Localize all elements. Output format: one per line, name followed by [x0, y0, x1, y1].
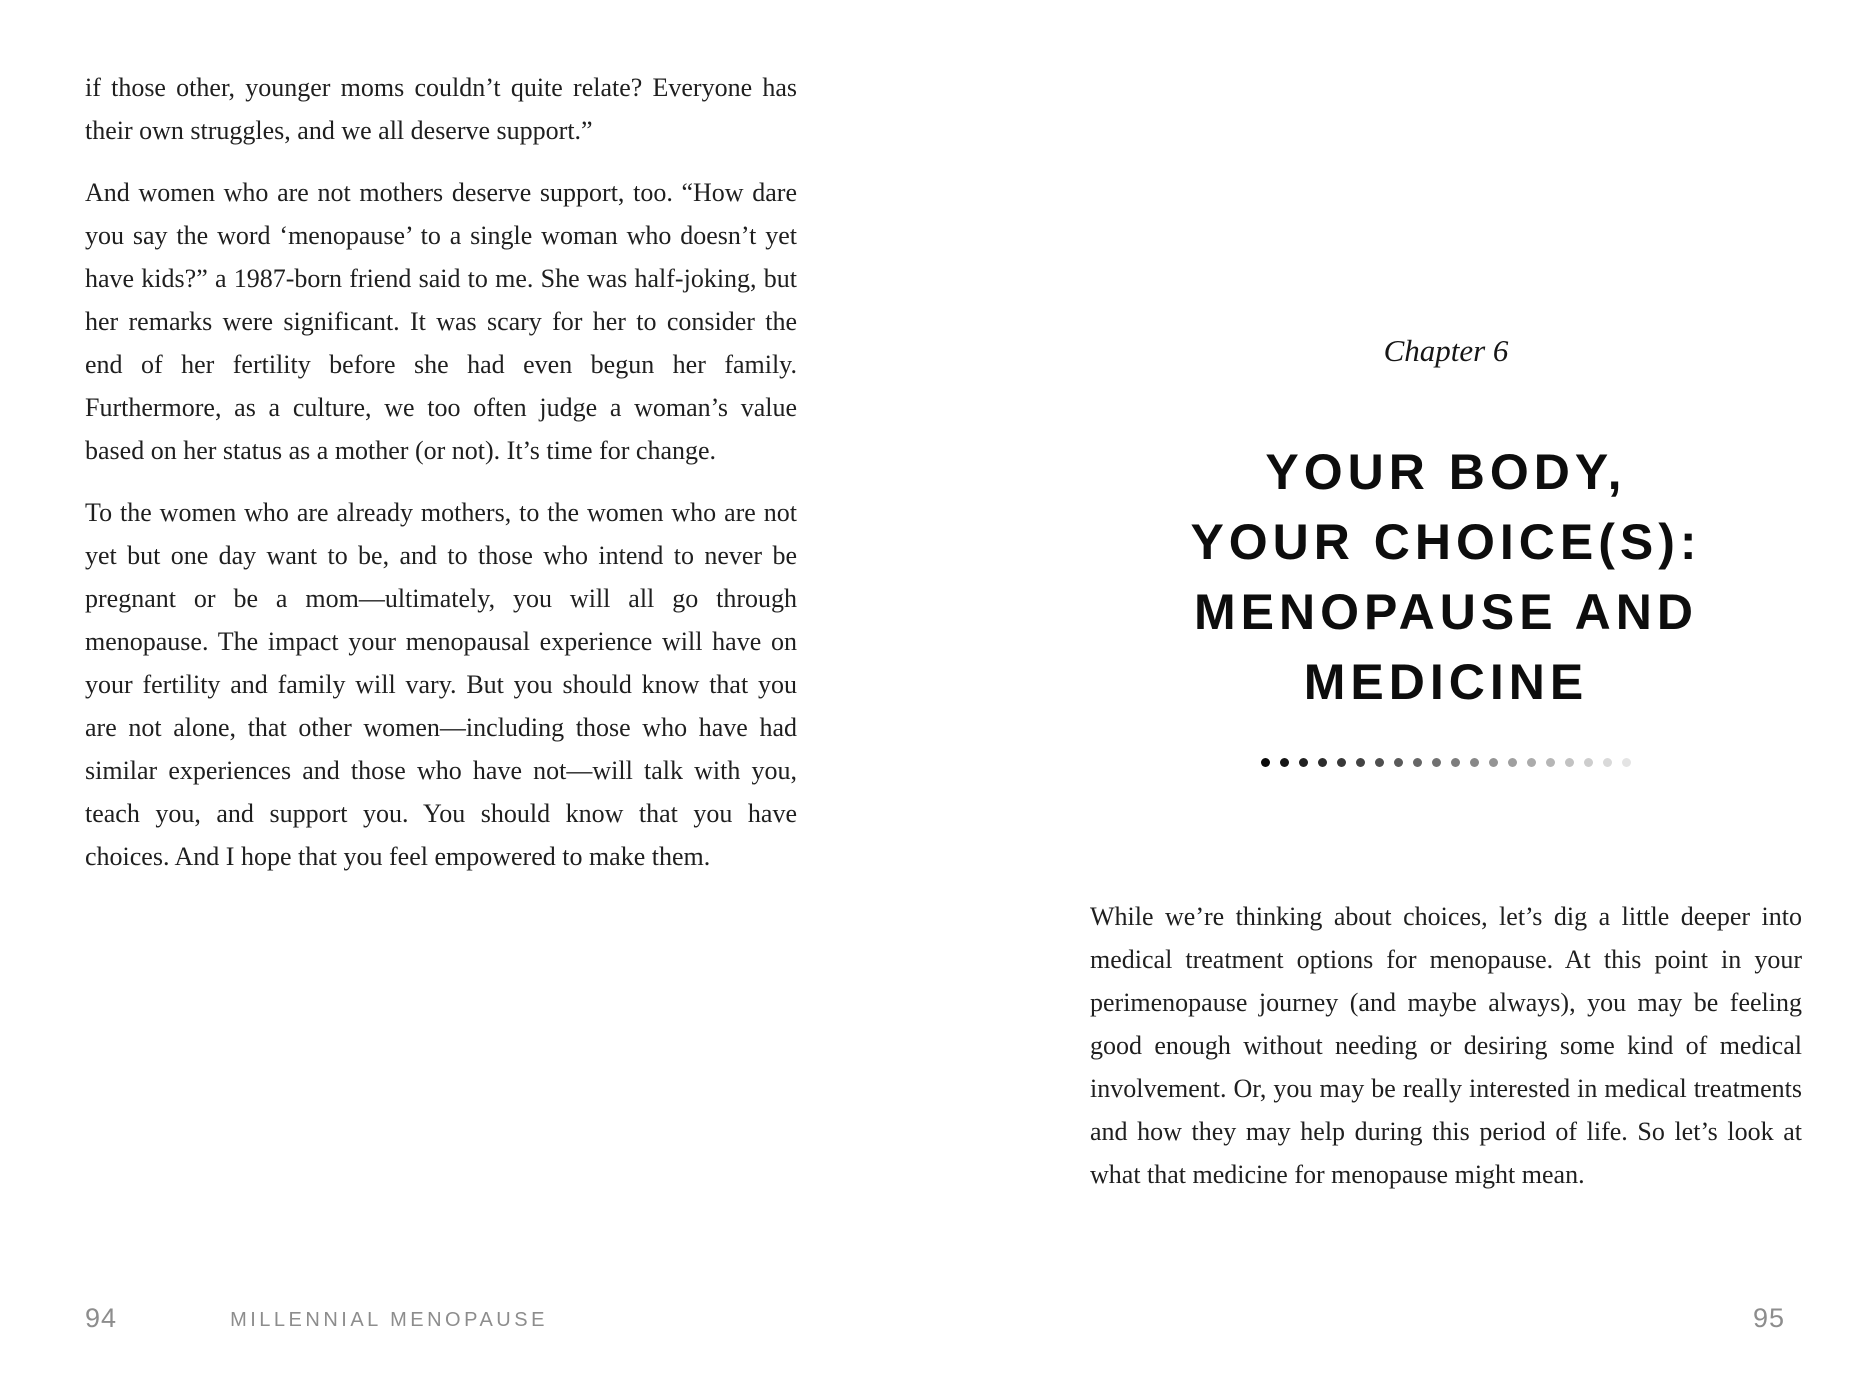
- page-number-right: 95: [1752, 1303, 1785, 1333]
- dot-icon: [1546, 758, 1555, 767]
- dot-icon: [1337, 758, 1346, 767]
- chapter-title-line: YOUR CHOICE(S):: [1190, 514, 1702, 570]
- body-paragraph: And women who are not mothers deserve support, too. “How dare you say the word ‘menopause’ to a single woman who doesn’t yet have kids?” a 1987-born friend said to me. She was half-joking, but her remarks were significant. It was scary for her to consider the end of her fertility before she had even begun her family. Furthermore, as a culture, we too often judge a woman’s value based on her status as a mother (or not). It’s time for change.: [85, 178, 797, 465]
- dot-icon: [1432, 758, 1441, 767]
- body-paragraph: if those other, younger moms couldn’t quite relate? Everyone has their own struggles, and we all deserve support.”: [85, 73, 797, 145]
- dot-icon: [1603, 758, 1612, 767]
- chapter-label: Chapter 6: [1383, 333, 1509, 368]
- left-page-text-column: [85, 66, 797, 897]
- dot-icon: [1394, 758, 1403, 767]
- dot-icon: [1622, 758, 1631, 767]
- dot-icon: [1527, 758, 1536, 767]
- right-page-text-block: [1090, 895, 1802, 1196]
- right-page-column: [1090, 0, 1802, 1215]
- dot-icon: [1565, 758, 1574, 767]
- body-paragraph: While we’re thinking about choices, let’s dig a little deeper into medical treatment options for menopause. At this point in your perimenopause journey (and maybe always), you may be feeling good enough without needing or desiring some kind of medical involvement. Or, you may be really interested in medical treatments and how they may help during this period of life. So let’s look at what that medicine for menopause might mean.: [1090, 902, 1802, 1189]
- page-number-left: 94: [85, 1303, 118, 1333]
- dot-icon: [1318, 758, 1327, 767]
- body-paragraph: To the women who are already mothers, to the women who are not yet but one day want to be, and to those who intend to never be pregnant or be a mom—ultimately, you will all go through menopause. The impact your menopausal experience will have on your fertility and family will vary. But you should know that you are not alone, that other women—including those who have had similar experiences and those who have not—will talk with you, teach you, and support you. You should know that you have choices. And I hope that you feel empowered to make them.: [85, 498, 797, 871]
- dot-icon: [1584, 758, 1593, 767]
- chapter-divider-dots: [1090, 757, 1802, 767]
- dot-icon: [1261, 758, 1270, 767]
- dot-icon: [1280, 758, 1289, 767]
- dot-icon: [1375, 758, 1384, 767]
- dot-icon: [1489, 758, 1498, 767]
- dot-icon: [1508, 758, 1517, 767]
- dot-icon: [1451, 758, 1460, 767]
- dot-icon: [1356, 758, 1365, 767]
- dot-icon: [1299, 758, 1308, 767]
- dot-icon: [1470, 758, 1479, 767]
- chapter-title: [1090, 437, 1802, 717]
- chapter-title-line: MENOPAUSE AND: [1194, 584, 1698, 640]
- chapter-title-line: YOUR BODY,: [1265, 444, 1627, 500]
- dot-icon: [1413, 758, 1422, 767]
- running-footer-title: MILLENNIAL MENOPAUSE: [230, 1309, 548, 1331]
- chapter-title-line: MEDICINE: [1303, 654, 1589, 710]
